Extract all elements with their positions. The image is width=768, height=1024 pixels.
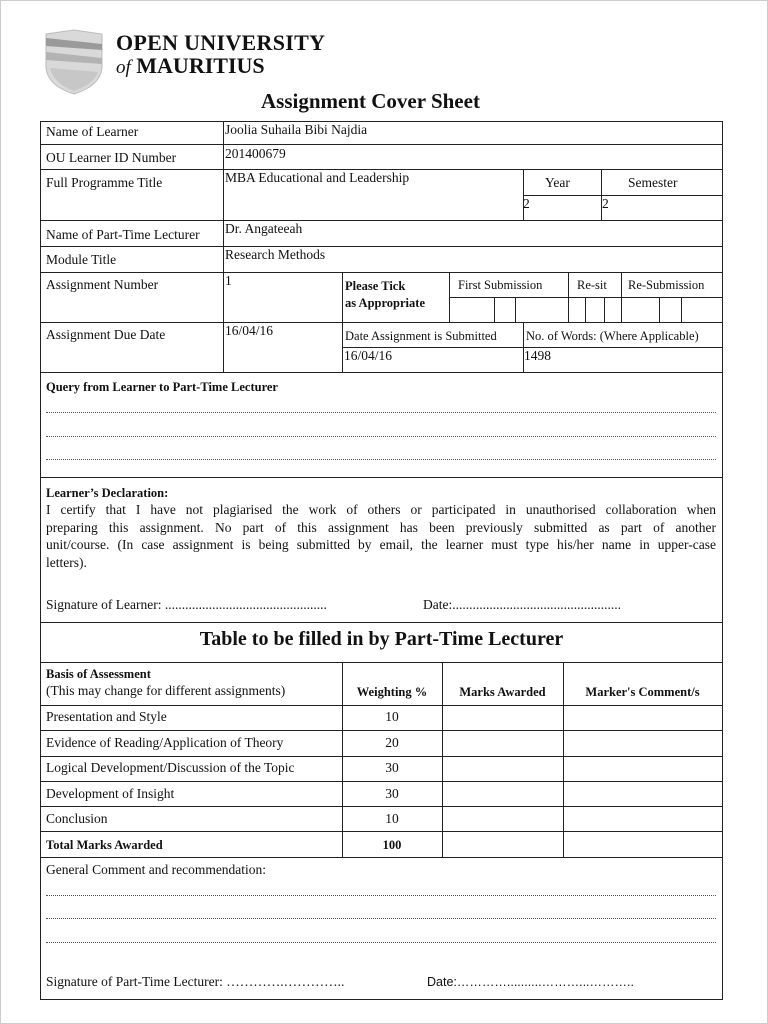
total-comment-cell[interactable] (564, 832, 722, 857)
general-comment-label: General Comment and recommendation: (46, 862, 267, 877)
org-name-of: of (116, 57, 131, 78)
programme-title-value[interactable]: MBA Educational and Leadership (225, 170, 410, 185)
hline-top (40, 121, 723, 122)
basis-of-assessment-note: (This may change for different assignments) (46, 683, 286, 698)
lecturer-signature-field[interactable]: Signature of Part-Time Lecturer: ………….………….. (46, 974, 345, 989)
comment-cell[interactable] (564, 807, 722, 831)
vline-year (523, 169, 524, 220)
module-title-value[interactable]: Research Methods (225, 247, 326, 262)
comment-cell[interactable] (564, 731, 722, 756)
word-count-value[interactable]: 1498 (524, 348, 551, 363)
marks-cell[interactable] (443, 757, 563, 781)
programme-title-label: Full Programme Title (46, 175, 163, 190)
vline-resub-b (681, 297, 682, 322)
criterion-weight: 10 (385, 811, 399, 826)
vline-first-a (494, 297, 495, 322)
page-title: Assignment Cover Sheet (261, 89, 480, 113)
semester-value[interactable]: 2 (602, 196, 609, 211)
lecturer-name-value[interactable]: Dr. Angateeah (225, 221, 303, 236)
declaration-line-1: I certify that I have not plagiarised the work of others or participated in unauthorised collaboration when (46, 502, 716, 517)
first-submission-tick-box[interactable] (450, 298, 494, 322)
vline-tick (342, 272, 343, 372)
hline-3 (40, 220, 723, 221)
hline-4 (40, 246, 723, 247)
marks-cell[interactable] (443, 807, 563, 831)
hline-9 (40, 622, 723, 623)
hline-6 (40, 322, 723, 323)
outer-left-border (40, 121, 41, 1000)
declaration-text (46, 501, 716, 571)
name-of-learner-label: Name of Learner (46, 124, 139, 139)
general-comment-line-3[interactable] (46, 942, 716, 943)
due-date-label: Assignment Due Date (46, 327, 166, 342)
general-comment-line-1[interactable] (46, 895, 716, 896)
comment-cell[interactable] (564, 706, 722, 730)
lecturer-date-field[interactable]: Date:…………..........………...……….. (427, 975, 634, 989)
org-name-line2-wrap (116, 54, 265, 80)
hline-17 (40, 857, 723, 858)
learner-id-value[interactable]: 201400679 (225, 146, 286, 161)
hline-10 (40, 662, 723, 663)
marks-cell[interactable] (443, 782, 563, 806)
learner-date-field[interactable]: Date:.................................................. (423, 597, 621, 612)
criterion-label: Conclusion (46, 811, 108, 826)
vline-resit-a (585, 297, 586, 322)
lecturer-name-label: Name of Part-Time Lecturer (46, 227, 200, 242)
marks-cell[interactable] (443, 706, 563, 730)
query-line-1[interactable] (46, 412, 716, 413)
marks-cell[interactable] (443, 731, 563, 756)
resit-tick-box[interactable] (569, 298, 585, 322)
org-name-line1: OPEN UNIVERSITY (116, 30, 326, 55)
query-heading: Query from Learner to Part-Time Lecturer (46, 380, 278, 394)
basis-of-assessment-label: Basis of Assessment (46, 667, 151, 681)
criterion-label: Evidence of Reading/Application of Theory (46, 735, 284, 750)
module-title-label: Module Title (46, 252, 117, 267)
semester-label: Semester (628, 175, 678, 190)
due-date-value[interactable]: 16/04/16 (225, 323, 274, 338)
please-tick-label: Please Tick (345, 279, 406, 293)
criterion-weight: 30 (385, 786, 399, 801)
hline-year-sem (523, 195, 723, 196)
declaration-heading: Learner’s Declaration: (46, 486, 169, 500)
declaration-line-3: unit/course. (In case assignment is being submitted by email, the learner must type his/her name in upper-case (46, 537, 716, 552)
lecturer-table-heading: Table to be filled in by Part-Time Lecturer (199, 628, 564, 650)
learner-signature-field[interactable]: Signature of Learner: ................................................ (46, 597, 327, 612)
criterion-weight: 20 (385, 735, 399, 750)
hline-8 (40, 477, 723, 478)
vline-resub-a (659, 297, 660, 322)
vline-sem (601, 169, 602, 220)
vline-words (523, 322, 524, 372)
comment-cell[interactable] (564, 757, 722, 781)
criterion-weight: 30 (385, 760, 399, 775)
learner-id-label: OU Learner ID Number (46, 150, 177, 165)
assignment-number-label: Assignment Number (46, 277, 159, 292)
resit-label: Re-sit (577, 278, 607, 292)
year-value[interactable]: 2 (523, 196, 530, 211)
query-line-2[interactable] (46, 436, 716, 437)
vline-resit-b (604, 297, 605, 322)
vline-first-b (515, 297, 516, 322)
as-appropriate-label: as Appropriate (345, 296, 425, 310)
hline-1 (40, 144, 723, 145)
total-marks-cell[interactable] (443, 832, 563, 857)
total-marks-label: Total Marks Awarded (46, 838, 163, 852)
hline-7 (40, 372, 723, 373)
marker-comment-header: Marker's Comment/s (585, 685, 700, 699)
resubmission-tick-box[interactable] (622, 298, 659, 322)
vline-label-col (223, 121, 224, 372)
marks-awarded-header: Marks Awarded (459, 685, 546, 699)
criterion-label: Development of Insight (46, 786, 175, 801)
university-logo-icon (44, 28, 104, 96)
total-marks-value: 100 (382, 838, 402, 852)
first-submission-label: First Submission (458, 278, 543, 292)
resubmission-label: Re-Submission (628, 278, 705, 292)
date-submitted-value[interactable]: 16/04/16 (344, 348, 393, 363)
comment-cell[interactable] (564, 782, 722, 806)
query-line-3[interactable] (46, 459, 716, 460)
org-name-line2: MAURITIUS (136, 53, 265, 78)
criterion-weight: 10 (385, 709, 399, 724)
weighting-header: Weighting % (356, 685, 428, 699)
general-comment-line-2[interactable] (46, 918, 716, 919)
declaration-line-2: preparing this assignment. No part of this assignment has been previously submitted as part of another (46, 519, 716, 535)
name-of-learner-value[interactable]: Joolia Suhaila Bibi Najdia (225, 122, 368, 137)
criterion-label: Presentation and Style (46, 709, 167, 724)
criterion-label: Logical Development/Discussion of the Topic (46, 760, 295, 775)
date-submitted-label: Date Assignment is Submitted (345, 329, 497, 343)
hline-bottom (40, 999, 723, 1000)
outer-right-border (722, 121, 723, 1000)
word-count-label: No. of Words: (Where Applicable) (526, 329, 699, 343)
assignment-number-value[interactable]: 1 (225, 273, 232, 288)
year-label: Year (545, 175, 570, 190)
declaration-line-4: letters). (46, 554, 87, 570)
